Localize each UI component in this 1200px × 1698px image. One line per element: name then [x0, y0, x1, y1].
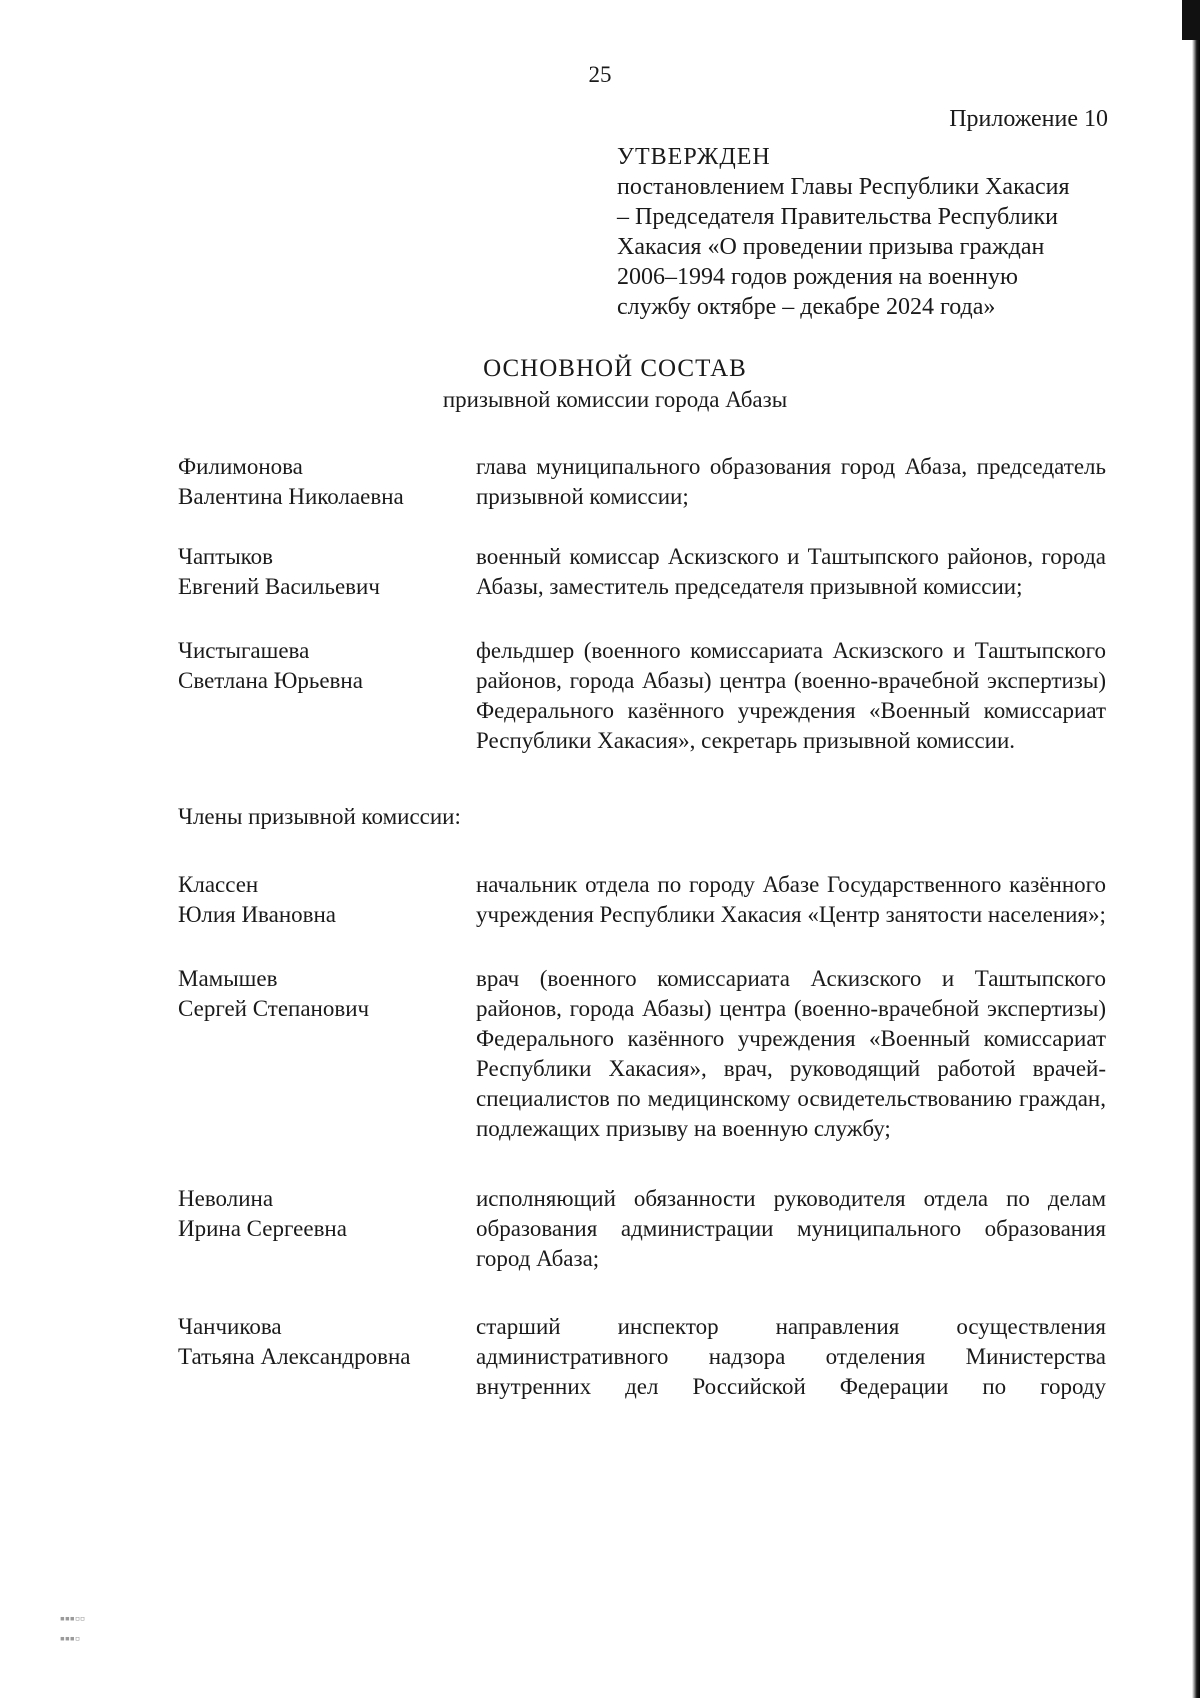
entry-surname: Филимонова [178, 454, 303, 479]
scan-edge [1192, 0, 1200, 1698]
commission-entry [178, 870, 1106, 930]
entry-surname: Чаптыков [178, 544, 274, 569]
approval-heading: УТВЕРЖДЕН [617, 144, 771, 170]
entry-given-name: Валентина Николаевна [178, 484, 404, 509]
entry-name [178, 1184, 476, 1274]
entry-surname: Чистыгашева [178, 638, 310, 663]
entry-given-name: Ирина Сергеевна [178, 1216, 347, 1241]
approval-line: постановлением Главы Республики Хакасия [617, 174, 1070, 200]
entry-surname: Мамышев [178, 966, 278, 991]
entry-name [178, 870, 476, 930]
commission-entry [178, 1184, 1106, 1274]
entry-role: начальник отдела по городу Абазе Государственного казённого учреждения Республики Хакасия «Центр занятости населения»; [476, 872, 1106, 927]
scan-edge-top [1182, 0, 1200, 40]
commission-entry [178, 636, 1106, 756]
entry-name [178, 964, 476, 1144]
entry-name [178, 452, 476, 512]
entry-given-name: Светлана Юрьевна [178, 668, 363, 693]
entry-surname: Классен [178, 872, 259, 897]
entry-role: военный комиссар Аскизского и Таштыпского районов, города Абазы, заместитель председателя призывной комиссии; [476, 544, 1106, 599]
entry-name [178, 542, 476, 602]
entry-role: исполняющий обязанности руководителя отдела по делам образования администрации муниципального образования город Абаза; [476, 1186, 1106, 1271]
entry-role: фельдшер (военного комиссариата Аскизского и Таштыпского районов, города Абазы) центра (военно-врачебной экспертизы) Федерального казённого учреждения «Военный комиссариат Республики Хакасия», секретарь призывной комиссии. [476, 638, 1106, 753]
commission-entry [178, 964, 1106, 1144]
appendix-label: Приложение 10 [949, 106, 1108, 132]
entry-role: старший инспектор направления осуществления административного надзора отделения Министерства внутренних дел Российской Федерации по городу [476, 1314, 1106, 1399]
entry-name [178, 1312, 476, 1402]
commission-entry [178, 452, 1106, 512]
entry-given-name: Юлия Ивановна [178, 902, 337, 927]
commission-entry [178, 542, 1106, 602]
entry-surname: Чанчикова [178, 1314, 282, 1339]
approval-line: 2006–1994 годов рождения на военную [617, 264, 1018, 290]
entry-surname: Неволина [178, 1186, 274, 1211]
entry-name [178, 636, 476, 756]
title-sub: призывной комиссии города Абазы [442, 387, 788, 412]
members-heading: Члены призывной комиссии: [178, 804, 461, 829]
entry-given-name: Сергей Степанович [178, 996, 370, 1021]
approval-block [617, 142, 1117, 322]
page-number: 25 [588, 62, 612, 87]
entry-given-name: Татьяна Александровна [178, 1344, 411, 1369]
commission-entry [178, 1312, 1106, 1402]
faint-stamp-mark: ▪▪▪▫▫ ▪▪▪▫ [60, 1610, 85, 1646]
title-main: ОСНОВНОЙ СОСТАВ [483, 355, 747, 382]
entry-given-name: Евгений Васильевич [178, 574, 380, 599]
approval-line: – Председателя Правительства Республики [617, 204, 1058, 230]
document-title [0, 355, 1200, 413]
commission-list [178, 452, 1106, 1402]
approval-line: Хакасия «О проведении призыва граждан [617, 234, 1045, 260]
entry-role: врач (военного комиссариата Аскизского и Таштыпского районов, города Абазы) центра (военно-врачебной экспертизы) Федерального казённого учреждения «Военный комиссариат Республики Хакасия», врач, руководящий работой врачей-специалистов по медицинскому освидетельствованию граждан, подлежащих призыву на военную службу; [476, 966, 1106, 1141]
approval-line: службу октябре – декабре 2024 года» [617, 294, 996, 320]
entry-role: глава муниципального образования город Абаза, председатель призывной комиссии; [476, 454, 1106, 509]
